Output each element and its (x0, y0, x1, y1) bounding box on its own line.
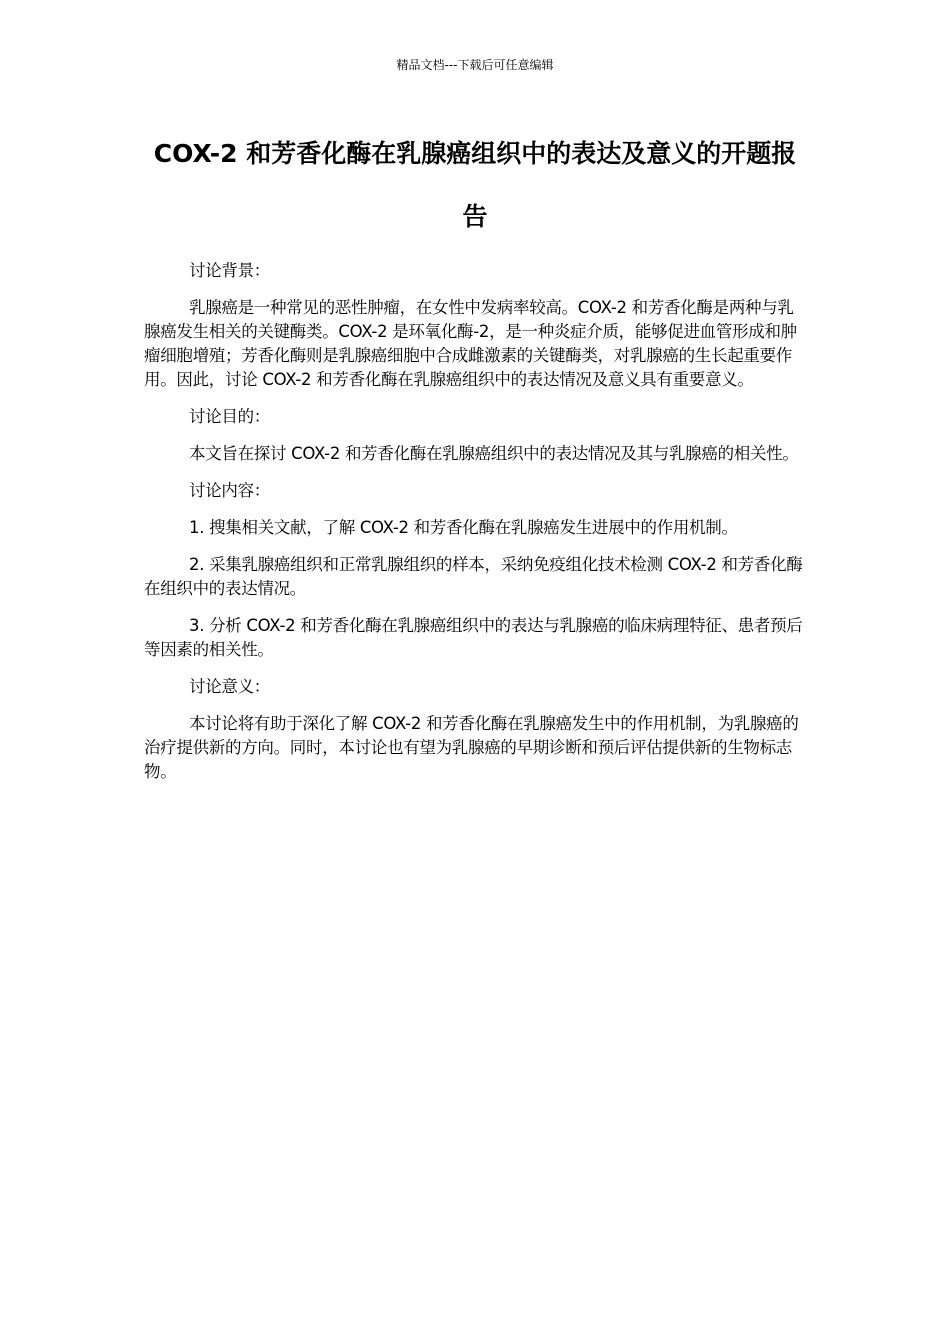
page-header: 精品文档---下载后可任意编辑 (396, 58, 554, 72)
content-item-3: 3. 分析 COX-2 和芳香化酶在乳腺癌组织中的表达与乳腺癌的临床病理特征、患者预后等因素的相关性。 (144, 616, 803, 659)
paragraph-significance: 本讨论将有助于深化了解 COX-2 和芳香化酶在乳腺癌发生中的作用机制，为乳腺癌的治疗提供新的方向。同时，本讨论也有望为乳腺癌的早期诊断和预后评估提供新的生物标志物。 (144, 714, 799, 781)
content-item-2: 2. 采集乳腺癌组织和正常乳腺组织的样本，采纳免疫组化技术检测 COX-2 和芳香化酶在组织中的表达情况。 (144, 555, 803, 598)
document-title-line-2: 告 (462, 202, 488, 231)
paragraph-background: 乳腺癌是一种常见的恶性肿瘤，在女性中发病率较高。COX-2 和芳香化酶是两种与乳腺癌发生相关的关键酶类。COX-2 是环氧化酶-2，是一种炎症介质，能够促进血管形成和肿瘤细胞增殖；芳香化酶则是乳腺癌细胞中合成雌激素的关键酶类，对乳腺癌的生长起重要作用。因此，讨论 COX-2 和芳香化酶在乳腺癌组织中的表达情况及意义具有重要意义。 (144, 298, 797, 389)
document-title-line-1: COX-2 和芳香化酶在乳腺癌组织中的表达及意义的开题报 (153, 139, 797, 168)
section-heading-purpose: 讨论目的： (189, 407, 271, 426)
document-body (144, 259, 809, 797)
content-item-1: 1. 搜集相关文献，了解 COX-2 和芳香化酶在乳腺癌发生进展中的作用机制。 (189, 518, 738, 537)
section-heading-content: 讨论内容： (189, 481, 271, 500)
section-heading-significance: 讨论意义： (189, 677, 271, 696)
paragraph-purpose: 本文旨在探讨 COX-2 和芳香化酶在乳腺癌组织中的表达情况及其与乳腺癌的相关性。 (189, 444, 799, 463)
section-heading-background: 讨论背景： (189, 261, 271, 280)
document-title (143, 134, 807, 260)
